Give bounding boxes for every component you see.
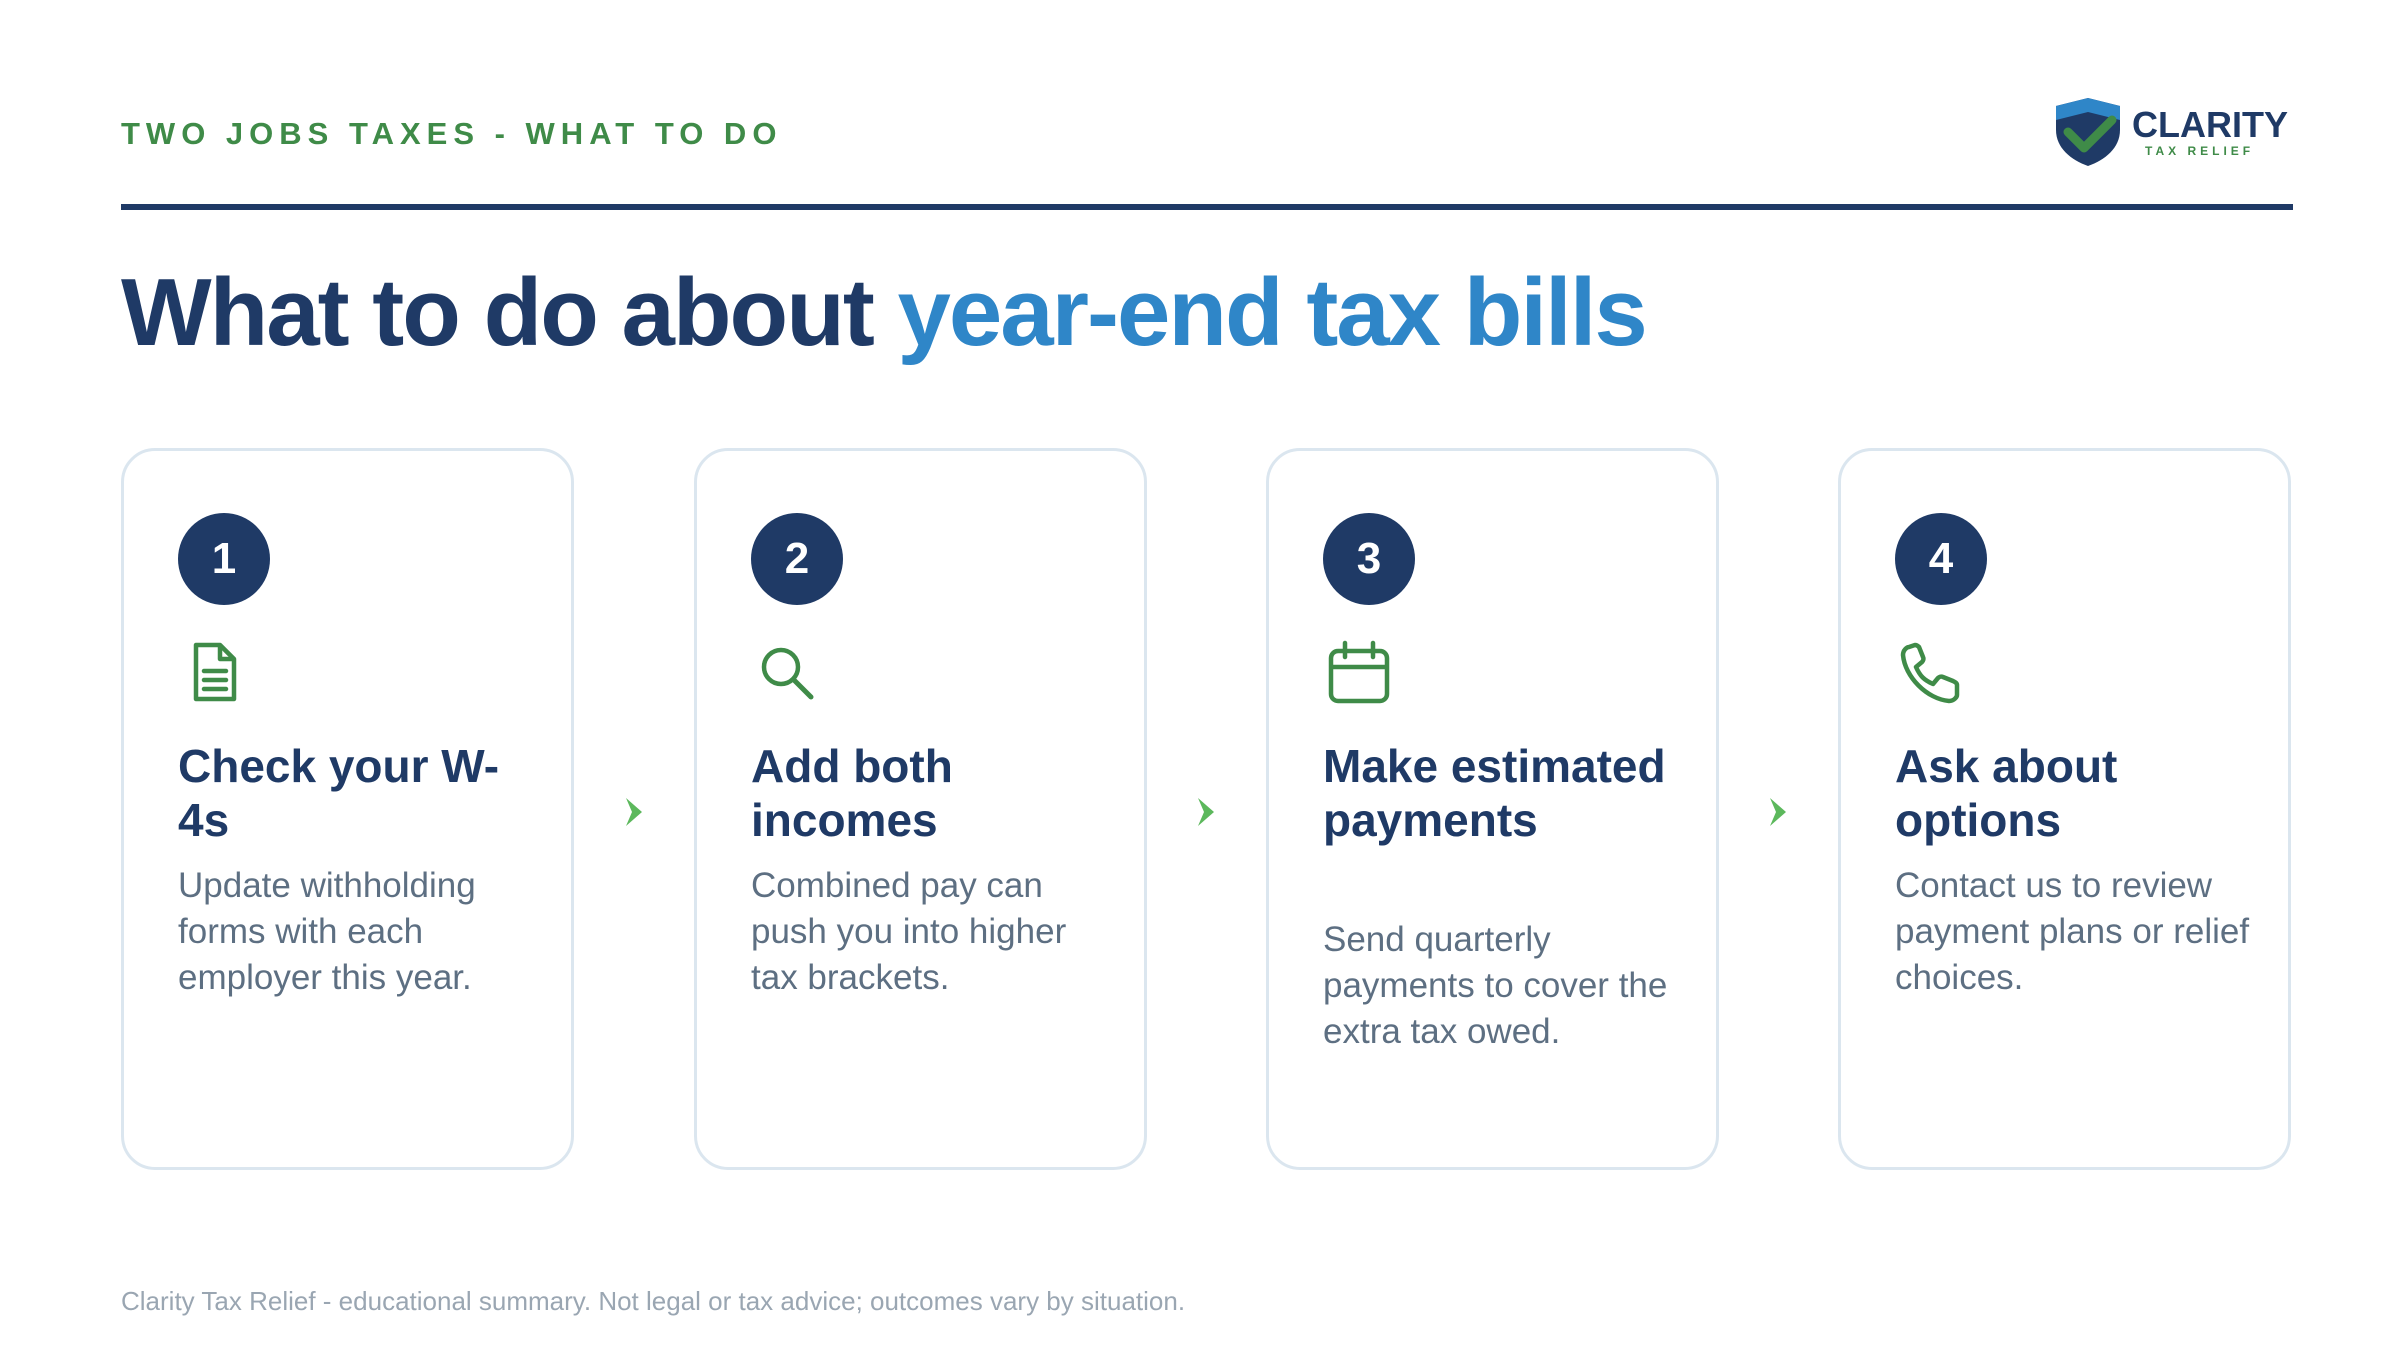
shield-icon (2050, 96, 2130, 168)
step-card-4 (1838, 448, 2291, 1170)
step-number-badge: 2 (751, 513, 843, 605)
step-title: Ask about options (1895, 740, 2118, 846)
logo-tagline: TAX RELIEF (2145, 144, 2255, 158)
phone-icon (1895, 637, 1967, 709)
step-card-2 (694, 448, 1147, 1170)
step-number-badge: 4 (1895, 513, 1987, 605)
search-icon (751, 637, 823, 709)
title-accent: year-end tax bills (897, 259, 1646, 366)
clarity-logo (2050, 96, 2300, 168)
step-title: Make estimated payments (1323, 740, 1666, 846)
step-description: Send quarterly payments to cover the extra tax owed. (1323, 920, 1668, 1051)
document-icon (178, 637, 250, 709)
step-description: Update withholding forms with each employer this year. (178, 866, 476, 997)
step-number-badge: 3 (1323, 513, 1415, 605)
step-number-badge: 1 (178, 513, 270, 605)
header-divider (121, 204, 2293, 210)
step-card-1 (121, 448, 574, 1170)
step-title: Check your W-4s (178, 740, 500, 846)
disclaimer-footer: Clarity Tax Relief - educational summary. Not legal or tax advice; outcomes vary by situation. (121, 1286, 1186, 1316)
step-card-3 (1266, 448, 1719, 1170)
eyebrow-label: TWO JOBS TAXES - WHAT TO DO (121, 116, 783, 151)
page-title (121, 258, 1646, 368)
step-description: Contact us to review payment plans or relief choices. (1895, 866, 2250, 997)
chevron-right-icon (1766, 794, 1790, 830)
step-description: Combined pay can push you into higher tax brackets. (751, 866, 1067, 997)
chevron-right-icon (1194, 794, 1218, 830)
title-prefix: What to do about (121, 259, 898, 366)
chevron-right-icon (622, 794, 646, 830)
logo-wordmark: CLARITY (2132, 104, 2288, 145)
calendar-icon (1323, 637, 1395, 709)
step-title: Add both incomes (751, 740, 953, 846)
